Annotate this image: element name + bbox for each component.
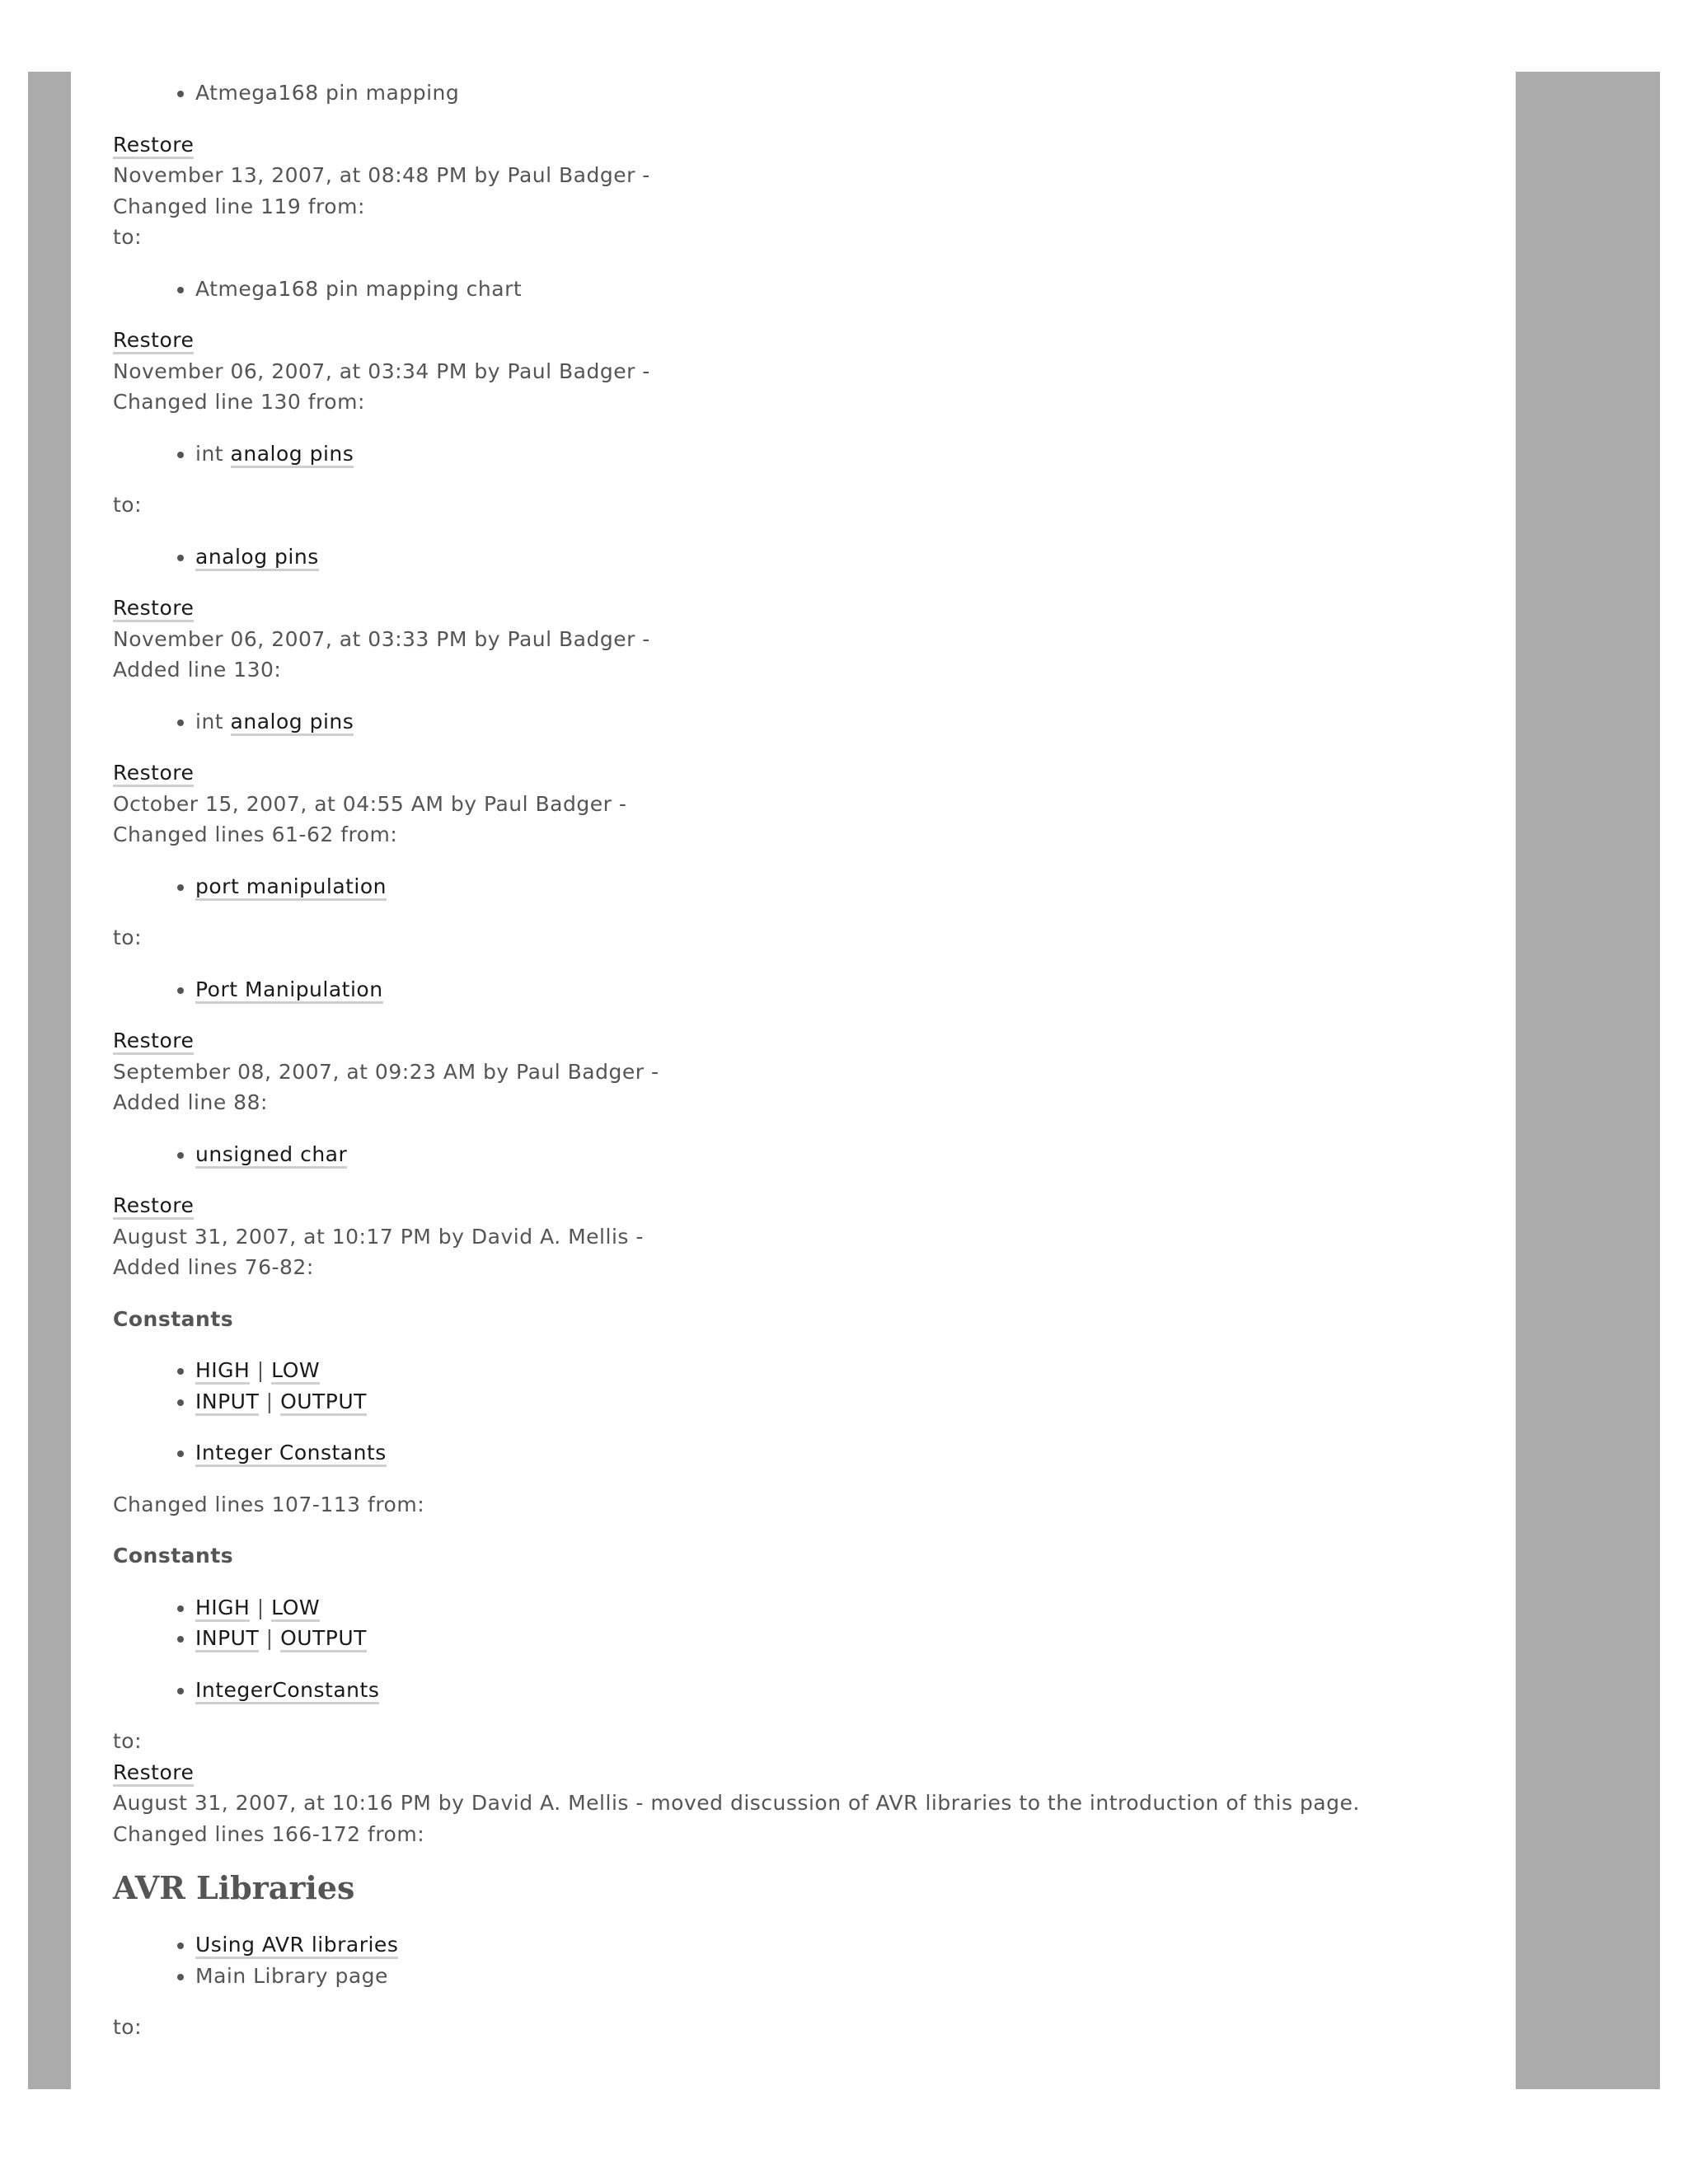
analog-pins-link[interactable]: analog pins xyxy=(231,442,354,468)
restore-link[interactable]: Restore xyxy=(113,1193,194,1220)
change-summary: Added line 130: xyxy=(113,658,282,682)
revision-meta: October 15, 2007, at 04:55 AM by Paul Badger - xyxy=(113,791,627,816)
list-item: • Atmega168 pin mapping xyxy=(195,77,1481,109)
diff-list xyxy=(113,274,1481,305)
revision-meta: August 31, 2007, at 10:17 PM by David A. Mellis - xyxy=(113,1224,644,1249)
change-summary: Changed lines 107-113 from: xyxy=(113,1492,425,1516)
separator: | xyxy=(250,1595,272,1619)
low-link[interactable]: LOW xyxy=(271,1596,320,1622)
separator: | xyxy=(259,1389,281,1413)
integer-constants-link[interactable]: IntegerConstants xyxy=(195,1678,379,1704)
list-item: • Main Library page xyxy=(195,1961,1481,1992)
analog-pins-link[interactable]: analog pins xyxy=(195,545,319,571)
list-item: • Atmega168 pin mapping chart xyxy=(195,274,1481,305)
page-history-content xyxy=(113,77,1481,2043)
right-sidebar-bar xyxy=(1516,72,1660,2089)
item-prefix: int xyxy=(195,709,231,733)
restore-link[interactable]: Restore xyxy=(113,761,194,787)
restore-link[interactable]: Restore xyxy=(113,596,194,622)
list-item xyxy=(195,1355,1481,1386)
to-label: to: xyxy=(113,2015,143,2039)
diff-list xyxy=(113,541,1481,573)
revision-meta: November 06, 2007, at 03:34 PM by Paul Badger - xyxy=(113,359,650,383)
diff-list xyxy=(113,1675,1481,1706)
list-item xyxy=(195,438,1481,470)
revision-meta: August 31, 2007, at 10:16 PM by David A. Mellis - moved discussion of AVR libraries to the introduction of this page. xyxy=(113,1791,1360,1815)
list-item xyxy=(195,1139,1481,1170)
diff-list xyxy=(113,1929,1481,1991)
input-link[interactable]: INPUT xyxy=(195,1390,259,1416)
separator: | xyxy=(250,1358,272,1382)
low-link[interactable]: LOW xyxy=(271,1358,320,1385)
diff-list xyxy=(113,438,1481,470)
list-item xyxy=(195,1623,1481,1654)
change-summary: Changed lines 61-62 from: xyxy=(113,823,398,846)
list-item xyxy=(195,1929,1481,1961)
port-manipulation-link[interactable]: Port Manipulation xyxy=(195,977,383,1004)
change-summary: Changed line 130 from: xyxy=(113,390,365,414)
change-summary: Changed line 119 from: xyxy=(113,194,365,218)
constants-heading: Constants xyxy=(113,1544,234,1568)
high-link[interactable]: HIGH xyxy=(195,1358,250,1385)
list-item xyxy=(195,1437,1481,1469)
list-item xyxy=(195,1675,1481,1706)
input-link[interactable]: INPUT xyxy=(195,1626,259,1652)
to-label: to: xyxy=(113,926,143,949)
diff-list xyxy=(113,1139,1481,1170)
item-prefix: int xyxy=(195,441,231,466)
change-summary: Added lines 76-82: xyxy=(113,1255,314,1279)
list-item xyxy=(195,1592,1481,1624)
to-label: to: xyxy=(113,493,143,517)
left-sidebar-bar xyxy=(28,72,71,2089)
change-summary: Changed lines 166-172 from: xyxy=(113,1821,425,1846)
to-label: to: xyxy=(113,225,143,249)
list-item xyxy=(195,541,1481,573)
revision-meta: November 13, 2007, at 08:48 PM by Paul Badger - xyxy=(113,163,650,187)
unsigned-char-link[interactable]: unsigned char xyxy=(195,1142,347,1169)
restore-link[interactable]: Restore xyxy=(113,1029,194,1055)
revision-meta: September 08, 2007, at 09:23 AM by Paul Badger - xyxy=(113,1059,659,1084)
diff-list xyxy=(113,706,1481,738)
integer-constants-link[interactable]: Integer Constants xyxy=(195,1441,387,1467)
high-link[interactable]: HIGH xyxy=(195,1596,250,1622)
revision-meta: November 06, 2007, at 03:33 PM by Paul Badger - xyxy=(113,626,650,651)
restore-link[interactable]: Restore xyxy=(113,133,194,159)
diff-list xyxy=(113,1355,1481,1417)
change-summary: Added line 88: xyxy=(113,1090,268,1114)
output-link[interactable]: OUTPUT xyxy=(280,1626,367,1652)
diff-list xyxy=(113,1592,1481,1654)
restore-link[interactable]: Restore xyxy=(113,1760,194,1787)
diff-list xyxy=(113,974,1481,1005)
to-label: to: xyxy=(113,1729,143,1753)
restore-link[interactable]: Restore xyxy=(113,328,194,354)
constants-heading: Constants xyxy=(113,1306,234,1331)
diff-list xyxy=(113,871,1481,902)
using-avr-libraries-link[interactable]: Using AVR libraries xyxy=(195,1933,398,1959)
avr-libraries-heading: AVR Libraries xyxy=(113,1869,355,1906)
port-manipulation-link[interactable]: port manipulation xyxy=(195,874,387,901)
list-item xyxy=(195,871,1481,902)
output-link[interactable]: OUTPUT xyxy=(280,1390,367,1416)
analog-pins-link[interactable]: analog pins xyxy=(231,710,354,736)
list-item xyxy=(195,706,1481,738)
separator: | xyxy=(259,1626,281,1650)
list-item xyxy=(195,974,1481,1005)
diff-list xyxy=(113,77,1481,109)
list-item xyxy=(195,1386,1481,1418)
diff-list xyxy=(113,1437,1481,1469)
